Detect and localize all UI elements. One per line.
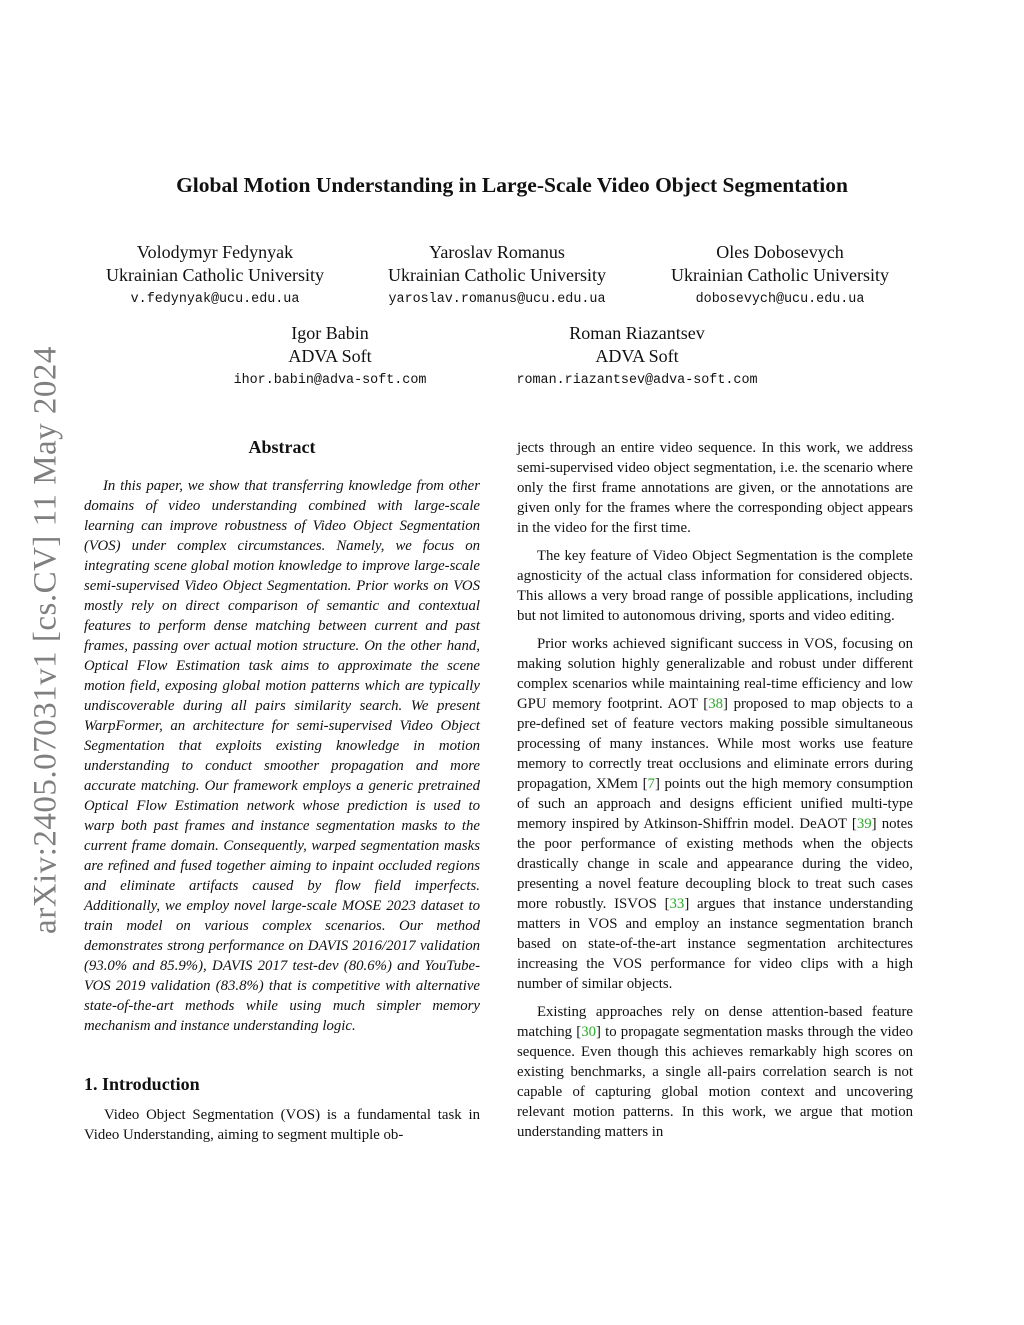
paragraph-text: ] argues that instance understanding matters in VOS and employ an instance segmentation branch based on state-of-the-art instance segmentation architectures increasing the VOS performance for video clips with a high number of similar objects. bbox=[517, 896, 913, 992]
author-name: Roman Riazantsev bbox=[569, 323, 705, 343]
citation-link[interactable]: 7 bbox=[647, 776, 655, 792]
paragraph-text: ] proposed to map objects to a pre-defined set of feature vectors making possible simultaneous processing of many instances. While most works use feature memory to correctly treat occlusions and eliminate errors during propagation, XMem [ bbox=[517, 696, 914, 792]
citation-link[interactable]: 39 bbox=[856, 816, 872, 832]
author-name: Oles Dobosevych bbox=[716, 242, 844, 262]
author-email[interactable]: v.fedynyak@ucu.edu.ua bbox=[130, 292, 300, 307]
paragraph-text: Prior works achieved significant success in VOS, focusing on making solution highly generalizable and robust under different complex scenarios while maintaining real-time efficiency and low GPU memory footprint. AOT [ bbox=[517, 636, 913, 712]
paragraph-text: ] to propagate segmentation masks through the video sequence. Even though this achieves remarkably high scores on existing benchmarks, a single all-pairs correlation search is not capable of capturing global motion context and uncovering relevant motion patterns. In this work, we argue that motion understanding matters in bbox=[517, 1024, 913, 1140]
intro-paragraph-continued: jects through an entire video sequence. In this work, we address semi-supervised video object segmentation, i.e. the scenario where only the first frame annotations are given, or the annotations are given only for the frames where the corresponding object appears in the video for the first time. bbox=[517, 440, 913, 536]
author-email[interactable]: roman.riazantsev@adva-soft.com bbox=[516, 373, 758, 388]
author-name: Yaroslav Romanus bbox=[429, 242, 565, 262]
author-name: Volodymyr Fedynyak bbox=[136, 242, 294, 262]
citation-link[interactable]: 30 bbox=[581, 1024, 596, 1040]
author-name: Igor Babin bbox=[291, 323, 369, 343]
author-affiliation: ADVA Soft bbox=[288, 346, 372, 366]
arxiv-sidebar bbox=[26, 340, 66, 940]
abstract-heading: Abstract bbox=[248, 437, 316, 457]
author-affiliation: Ukrainian Catholic University bbox=[671, 265, 889, 285]
author-affiliation: ADVA Soft bbox=[595, 346, 679, 366]
paper-title: Global Motion Understanding in Large-Scale Video Object Segmentation bbox=[176, 173, 848, 197]
arxiv-identifier: arXiv:2405.07031v1 [cs.CV] 11 May 2024 bbox=[27, 346, 64, 934]
section-heading-introduction: 1. Introduction bbox=[84, 1074, 200, 1094]
author-email[interactable]: ihor.babin@adva-soft.com bbox=[233, 373, 427, 388]
author-email[interactable]: yaroslav.romanus@ucu.edu.ua bbox=[388, 292, 606, 307]
right-column bbox=[517, 438, 913, 1150]
paragraph-text: ] points out the high memory consumption of such an approach and designs efficient unified multi-type memory inspired by Atkinson-Shiffrin model. DeAOT [ bbox=[517, 776, 913, 832]
author-block bbox=[357, 241, 637, 307]
author-block bbox=[497, 322, 777, 388]
author-block bbox=[190, 322, 470, 388]
paragraph-text: Existing approaches rely on dense attention-based feature matching [ bbox=[517, 1004, 913, 1040]
author-affiliation: Ukrainian Catholic University bbox=[388, 265, 606, 285]
author-block bbox=[640, 241, 920, 307]
author-email[interactable]: dobosevych@ucu.edu.ua bbox=[695, 292, 865, 307]
intro-paragraph: Video Object Segmentation (VOS) is a fundamental task in Video Understanding, aiming to segment multiple ob- bbox=[84, 1107, 480, 1143]
paragraph-text: ] notes the poor performance of existing methods when the objects drastically change in scale and appearance during the video, presenting a novel feature decoupling block to treat such cases more robustly. ISVOS [ bbox=[517, 816, 913, 912]
intro-paragraph bbox=[517, 634, 913, 994]
abstract-text: In this paper, we show that transferring knowledge from other domains of video understanding combined with large-scale learning can improve robustness of Video Object Segmentation (VOS) under complex circumstances. Namely, we focus on integrating scene global motion knowledge to improve large-scale semi-supervised Video Object Segmentation. Prior works on VOS mostly rely on direct comparison of semantic and contextual features to perform dense matching between current and past frames, passing over actual motion structure. On the other hand, Optical Flow Estimation task aims to approximate the scene motion field, exposing global motion patterns which are typically undiscoverable during all pairs similarity search. We present WarpFormer, an architecture for semi-supervised Video Object Segmentation that exploits existing knowledge in motion understanding to conduct smoother propagation and more accurate matching. Our framework employs a generic pretrained Optical Flow Estimation network whose prediction is used to warp both past frames and instance segmentation masks to the current frame domain. Consequently, warped segmentation masks are refined and fused together aiming to inpaint occluded regions and eliminate artifacts caused by flow field imperfects. Additionally, we employ novel large-scale MOSE 2023 dataset to train model on various complex scenarios. Our method demonstrates strong performance on DAVIS 2016/2017 validation (93.0% and 85.9%), DAVIS 2017 test-dev (80.6%) and YouTube-VOS 2019 validation (83.8%) that is competitive with alternative state-of-the-art methods while using much simpler memory mechanism and instance understanding logic. bbox=[84, 478, 480, 1034]
author-block bbox=[75, 241, 355, 307]
intro-paragraph: The key feature of Video Object Segmentation is the complete agnosticity of the actual class information for considered objects. This allows a very broad range of possible applications, including but not limited to autonomous driving, sports and video editing. bbox=[517, 548, 913, 624]
citation-link[interactable]: 33 bbox=[669, 896, 685, 912]
intro-paragraph bbox=[517, 1002, 913, 1142]
citation-link[interactable]: 38 bbox=[708, 696, 724, 712]
left-column bbox=[84, 437, 480, 1153]
author-affiliation: Ukrainian Catholic University bbox=[106, 265, 324, 285]
